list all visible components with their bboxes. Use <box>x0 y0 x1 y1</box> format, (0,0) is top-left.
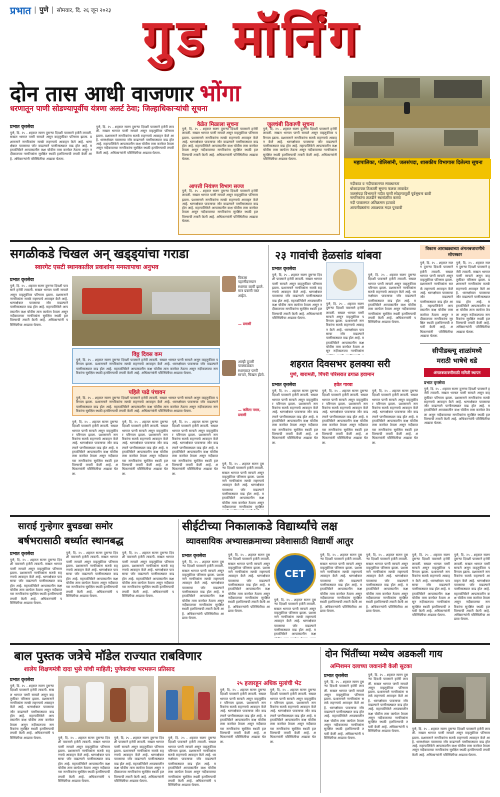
story6-headline: सीपीडब्ल्यू शाळांमध्ये <box>432 347 482 355</box>
story5-box-text-2: पुणे, दि. २५ - शहरात सलग दुसऱ्या दिवशी पावसाने हजेरी लावली. सखल भागात पाणी साचले असून वाहतुकीवर परिणाम झाला. प्रशासनाने नागरिकांना सतर्क राहण्याचे आवाहन केले आहे. धरणक्षेत्रात पावसाचा जोर वाढल्याने पाणीसाठ्यात वाढ होत आहे. महापालिकेने आपत्कालीन कक्ष चोवीस तास कार्यरत ठेवला असून नदीकाठच्या नागरिकांना सुरक्षित स्थळी हलविण्याची तयारी केली आहे. अधिकाऱ्यांनी परिस्थितीचा आढावा घेतला. <box>456 261 490 334</box>
story10-col-1: पुणे, दि. २५ - शहरात सलग दुसऱ्या दिवशी पावसाने हजेरी लावली. सखल भागात पाणी साचले असून वाहतुकीवर परिणाम झाला. प्रशासनाने नागरिकांना सतर्क राहण्याचे आवाहन केले आहे. धरणक्षेत्रात पावसाचा जोर वाढल्याने पाणीसाठ्यात वाढ होत आहे. महापालिकेने आपत्कालीन कक्ष चोवीस तास कार्यरत ठेवला असून नदीकाठच्या नागरिकांना सुरक्षित स्थळी हलविण्याची तयारी केली आहे. अधिकाऱ्यांनी परिस्थितीचा आढावा घेतला. <box>324 680 364 740</box>
story8-col-5: पुणे, दि. २५ - शहरात सलग दुसऱ्या दिवशी पावसाने हजेरी लावली. सखल भागात पाणी साचले असून वाहतुकीवर परिणाम झाला. प्रशासनाने नागरिकांना सतर्क राहण्याचे आवाहन केले आहे. धरणक्षेत्रात पावसाचा जोर वाढल्याने पाणीसाठ्यात वाढ होत आहे. महापालिकेने आपत्कालीन कक्ष चोवीस तास कार्यरत ठेवला असून नदीकाठच्या नागरिकांना सुरक्षित स्थळी हलविण्याची तयारी केली आहे. अधिकाऱ्यांनी परिस्थितीचा आढावा घेतला. <box>366 553 408 613</box>
story8-col-4: पुणे, दि. २५ - शहरात सलग दुसऱ्या दिवशी पावसाने हजेरी लावली. सखल भागात पाणी साचले असून वाहतुकीवर परिणाम झाला. प्रशासनाने नागरिकांना सतर्क राहण्याचे आवाहन केले आहे. धरणक्षेत्रात पावसाचा जोर वाढल्याने पाणीसाठ्यात वाढ होत आहे. महापालिकेने आपत्कालीन कक्ष चोवीस तास कार्यरत ठेवला असून नदीकाठच्या नागरिकांना सुरक्षित स्थळी हलविण्याची तयारी केली आहे. अधिकाऱ्यांनी परिस्थितीचा आढावा घेतला. <box>320 553 362 613</box>
story2-box2-title: पहिले पाढे पंचावन <box>128 390 166 396</box>
story10-subhead: अग्निशमन दलाच्या जवानांनी केली सुटका <box>330 664 412 670</box>
lead-subhead: धरणातून पाणी सोडण्यापूर्वीच यंत्रणा अलर्ट ठेवा; जिल्हाधिकाऱ्यांची सूचना <box>10 104 208 113</box>
story2-quote2: आम्ही दुपारी पावसाळ्यात स्थानकात पाणी साचते, चिखल होतो. <box>238 360 265 378</box>
story10-col-2: पुणे, दि. २५ - शहरात सलग दुसऱ्या दिवशी पावसाने हजेरी लावली. सखल भागात पाणी साचले असून वाहतुकीवर परिणाम झाला. प्रशासनाने नागरिकांना सतर्क राहण्याचे आवाहन केले आहे. धरणक्षेत्रात पावसाचा जोर वाढल्याने पाणीसाठ्यात वाढ होत आहे. महापालिकेने आपत्कालीन कक्ष चोवीस तास कार्यरत ठेवला असून नदीकाठच्या नागरिकांना सुरक्षित स्थळी हलविण्याची तयारी केली आहे. अधिकाऱ्यांनी परिस्थितीचा आढावा घेतला. <box>368 673 408 733</box>
lead-box-c-text: पुणे, दि. २५ - शहरात सलग दुसऱ्या दिवशी पावसाने हजेरी लावली. सखल भागात पाणी साचले असून वाहतुकीवर परिणाम झाला. प्रशासनाने नागरिकांना सतर्क राहण्याचे आवाहन केले आहे. धरणक्षेत्रात पावसाचा जोर वाढल्याने पाणीसाठ्यात वाढ होत आहे. महापालिकेने आपत्कालीन कक्ष चोवीस तास कार्यरत ठेवला असून नदीकाठच्या नागरिकांना सुरक्षित स्थळी हलविण्याची तयारी केली आहे. अधिकाऱ्यांनी परिस्थितीचा आढावा घेतला. <box>182 189 258 224</box>
story2-col-2: पुणे, दि. २५ - शहरात सलग दुसऱ्या दिवशी पावसाने हजेरी लावली. सखल भागात पाणी साचले असून वाहतुकीवर परिणाम झाला. प्रशासनाने नागरिकांना सतर्क राहण्याचे आवाहन केले आहे. धरणक्षेत्रात पावसाचा जोर वाढल्याने पाणीसाठ्यात वाढ होत आहे. महापालिकेने आपत्कालीन कक्ष चोवीस तास कार्यरत ठेवला असून नदीकाठच्या नागरिकांना सुरक्षित स्थळी हलविण्याची तयारी केली आहे. अधिकाऱ्यांनी परिस्थितीचा आढावा घेतला. <box>72 420 118 476</box>
children-photo <box>158 676 216 732</box>
divider <box>320 647 321 793</box>
story4-col-3: पुणे, दि. २५ - शहरात सलग दुसऱ्या दिवशी पावसाने हजेरी लावली. सखल भागात पाणी साचले असून वाहतुकीवर परिणाम झाला. प्रशासनाने नागरिकांना सतर्क राहण्याचे आवाहन केले आहे. धरणक्षेत्रात पावसाचा जोर वाढल्याने पाणीसाठ्यात वाढ होत आहे. महापालिकेने आपत्कालीन कक्ष चोवीस तास कार्यरत ठेवला असून नदीकाठच्या नागरिकांना सुरक्षित स्थळी हलविण्याची तयारी केली आहे. अधिकाऱ्यांनी परिस्थितीचा आढावा घेतला. <box>372 389 418 445</box>
story4-byline: प्रभात वृत्तसेवा <box>272 383 296 388</box>
masthead-brand: प्रभात | पुणे | सोमवार, दि. २६ जून २०२३ <box>10 3 111 17</box>
divider <box>10 515 490 517</box>
story10-col-3: पुणे, दि. २५ - शहरात सलग दुसऱ्या दिवशी पावसाने हजेरी लावली. सखल भागात पाणी साचले असून वाहतुकीवर परिणाम झाला. प्रशासनाने नागरिकांना सतर्क राहण्याचे आवाहन केले आहे. धरणक्षेत्रात पावसाचा जोर वाढल्याने पाणीसाठ्यात वाढ होत आहे. महापालिकेने आपत्कालीन कक्ष चोवीस तास कार्यरत ठेवला असून नदीकाठच्या नागरिकांना सुरक्षित स्थळी हलविण्याची तयारी केली आहे. अधिकाऱ्यांनी परिस्थितीचा आढावा घेतला. <box>412 727 490 757</box>
story3-col-2: पुणे, दि. २५ - शहरात सलग दुसऱ्या दिवशी पावसाने हजेरी लावली. सखल भागात पाणी साचले असून वाहतुकीवर परिणाम झाला. प्रशासनाने नागरिकांना सतर्क राहण्याचे आवाहन केले आहे. धरणक्षेत्रात पावसाचा जोर वाढल्याने पाणीसाठ्यात वाढ होत आहे. महापालिकेने आपत्कालीन कक्ष चोवीस तास कार्यरत ठेवला असून नदीकाठच्या नागरिकांना <box>326 302 364 354</box>
story4-col-1: पुणे, दि. २५ - शहरात सलग दुसऱ्या दिवशी पावसाने हजेरी लावली. सखल भागात पाणी साचले असून वाहतुकीवर परिणाम झाला. प्रशासनाने नागरिकांना सतर्क राहण्याचे आवाहन केले आहे. धरणक्षेत्रात पावसाचा जोर वाढल्याने पाणीसाठ्यात वाढ होत आहे. महापालिकेने आपत्कालीन कक्ष चोवीस तास कार्यरत ठेवला असून नदीकाठच्या नागरिकांना सुरक्षित स्थळी हलविण्याची तयारी केली आहे. अधिकाऱ्यांनी परिस्थितीचा आढावा घेतला. <box>272 389 318 445</box>
lead-headline-b: भोंगा <box>199 81 241 107</box>
sidebar-item: जलसंपदा विभागाने नदीत पाणी सोडण्यापूर्वी पूर्वसूचना द्यावी <box>350 190 432 196</box>
story2-byline: प्रभात वृत्तसेवा <box>10 278 34 283</box>
sidebar-item: नदी पात्रालगत अतिक्रमण हटवावे <box>350 200 395 206</box>
story2-quote-box <box>222 276 264 356</box>
story2-col-3: पुणे, दि. २५ - शहरात सलग दुसऱ्या दिवशी पावसाने हजेरी लावली. सखल भागात पाणी साचले असून वाहतुकीवर परिणाम झाला. प्रशासनाने नागरिकांना सतर्क राहण्याचे आवाहन केले आहे. धरणक्षेत्रात पावसाचा जोर वाढल्याने पाणीसाठ्यात वाढ होत आहे. महापालिकेने आपत्कालीन कक्ष चोवीस तास कार्यरत ठेवला असून नदीकाठच्या नागरिकांना सुरक्षित स्थळी हलविण्याची तयारी केली आहे. अधिकाऱ्यांनी परिस्थितीचा आढावा घेतला. <box>122 420 168 476</box>
flood-photo <box>344 76 490 128</box>
divider <box>178 519 179 643</box>
masthead <box>10 3 490 72</box>
story3-headline: २३ गावांची हेळसांड थांबवा <box>275 249 382 262</box>
divider <box>10 240 490 242</box>
sidebar-item: धोकादायक ठिकाणी सूचना फलक लावावेत <box>350 185 409 191</box>
story9-col-1: पुणे, दि. २५ - शहरात सलग दुसऱ्या दिवशी पावसाने हजेरी लावली. सखल भागात पाणी साचले असून वाहतुकीवर परिणाम झाला. प्रशासनाने नागरिकांना सतर्क राहण्याचे आवाहन केले आहे. धरणक्षेत्रात पावसाचा जोर वाढल्याने पाणीसाठ्यात वाढ होत आहे. महापालिकेने आपत्कालीन कक्ष चोवीस तास कार्यरत ठेवला असून नदीकाठच्या नागरिकांना सुरक्षित स्थळी हलविण्याची तयारी केली आहे. अधिकाऱ्यांनी परिस्थितीचा आढावा घेतला. <box>10 684 54 740</box>
story8-col-1: पुणे, दि. २५ - शहरात सलग दुसऱ्या दिवशी पावसाने हजेरी लावली. सखल भागात पाणी साचले असून वाहतुकीवर परिणाम झाला. प्रशासनाने नागरिकांना सतर्क राहण्याचे आवाहन केले आहे. धरणक्षेत्रात पावसाचा जोर वाढल्याने पाणीसाठ्यात वाढ होत आहे. महापालिकेने आपत्कालीन कक्ष चोवीस तास कार्यरत ठेवला असून नदीकाठच्या नागरिकांना सुरक्षित स्थळी हलविण्याची तयारी केली आहे. अधिकाऱ्यांनी परिस्थितीचा आढावा घेतला. <box>182 560 224 620</box>
story5-box-title: विकास आराखड्याच्या अंमलबजावणीचे सोपस्कार <box>420 245 490 259</box>
story4-sub-hd: हवेत गारवा <box>334 383 353 388</box>
story9-col-3: पुणे, दि. २५ - शहरात सलग दुसऱ्या दिवशी पावसाने हजेरी लावली. सखल भागात पाणी साचले असून वाहतुकीवर परिणाम झाला. प्रशासनाने नागरिकांना सतर्क राहण्याचे आवाहन केले आहे. धरणक्षेत्रात पावसाचा जोर वाढल्याने पाणीसाठ्यात वाढ होत आहे. महापालिकेने आपत्कालीन कक्ष चोवीस तास कार्यरत ठेवला असून नदीकाठच्या नागरिकांना सुरक्षित स्थळी हलविण्याची तयारी केली आहे. अधिकाऱ्यांनी परिस्थितीचा आढावा घेतला. <box>114 736 164 783</box>
story10-headline: दोन भिंतींच्या मध्येच अडकली गाय <box>325 649 443 660</box>
sidebar-item: नागरिकांना तातडीने स्थलांतरित करावे <box>350 195 401 201</box>
sidebar-list <box>350 182 488 211</box>
story6-col-1: पुणे, दि. २५ - शहरात सलग दुसऱ्या दिवशी पावसाने हजेरी लावली. सखल भागात पाणी साचले असून वाहतुकीवर परिणाम झाला. प्रशासनाने नागरिकांना सतर्क राहण्याचे आवाहन केले आहे. धरणक्षेत्रात पावसाचा जोर वाढल्याने पाणीसाठ्यात वाढ होत आहे. महापालिकेने आपत्कालीन कक्ष चोवीस तास कार्यरत ठेवला असून नदीकाठच्या नागरिकांना सुरक्षित स्थळी हलविण्याची तयारी केली आहे. अधिकाऱ्यांनी परिस्थितीचा आढावा घेतला. <box>424 387 490 426</box>
story7-col-1: पुणे, दि. २५ - शहरात सलग दुसऱ्या दिवशी पावसाने हजेरी लावली. सखल भागात पाणी साचले असून वाहतुकीवर परिणाम झाला. प्रशासनाने नागरिकांना सतर्क राहण्याचे आवाहन केले आहे. धरणक्षेत्रात पावसाचा जोर वाढल्याने पाणीसाठ्यात वाढ होत आहे. महापालिकेने आपत्कालीन कक्ष चोवीस तास कार्यरत ठेवला असून नदीकाठच्या नागरिकांना सुरक्षित स्थळी हलविण्याची तयारी केली आहे. अधिकाऱ्यांनी परिस्थितीचा आढावा घेतला. <box>10 558 62 605</box>
story8-col-7: पुणे, दि. २५ - शहरात सलग दुसऱ्या दिवशी पावसाने हजेरी लावली. सखल भागात पाणी साचले असून वाहतुकीवर परिणाम झाला. प्रशासनाने नागरिकांना सतर्क राहण्याचे आवाहन केले आहे. धरणक्षेत्रात पावसाचा जोर वाढल्याने पाणीसाठ्यात वाढ होत आहे. महापालिकेने आपत्कालीन कक्ष चोवीस तास कार्यरत ठेवला असून नदीकाठच्या नागरिकांना सुरक्षित स्थळी हलविण्याची तयारी केली आहे. अधिकाऱ्यांनी परिस्थितीचा आढावा घेतला. <box>454 553 490 622</box>
cow-rescue-photo <box>412 673 490 723</box>
story7-col-2: पुणे, दि. २५ - शहरात सलग दुसऱ्या दिवशी पावसाने हजेरी लावली. सखल भागात पाणी साचले असून वाहतुकीवर परिणाम झाला. प्रशासनाने नागरिकांना सतर्क राहण्याचे आवाहन केले आहे. धरणक्षेत्रात पावसाचा जोर वाढल्याने पाणीसाठ्यात वाढ होत आहे. महापालिकेने आपत्कालीन कक्ष चोवीस तास कार्यरत ठेवला असून नदीकाठच्या नागरिकांना सुरक्षित स्थळी हलविण्याची तयारी केली आहे. अधिकाऱ्यांनी परिस्थितीचा आढावा घेतला. <box>66 551 118 598</box>
cet-logo <box>274 553 316 595</box>
lead-col-1: पुणे, दि. २५ - शहरात सलग दुसऱ्या दिवशी पावसाने हजेरी लावली. सखल भागात पाणी साचले असून वाहतुकीवर परिणाम झाला. प्रशासनाने नागरिकांना सतर्क राहण्याचे आवाहन केले आहे. धरणक्षेत्रात पावसाचा जोर वाढल्याने पाणीसाठ्यात वाढ होत आहे. महापालिकेने आपत्कालीन कक्ष चोवीस तास कार्यरत ठेवला असून नदीकाठच्या नागरिकांना सुरक्षित स्थळी हलविण्याची तयारी केली आहे. अधिकाऱ्यांनी परिस्थितीचा आढावा घेतला. <box>10 131 92 161</box>
lead-box-a-text: पुणे, दि. २५ - शहरात सलग दुसऱ्या दिवशी पावसाने हजेरी लावली. सखल भागात पाणी साचले असून वाहतुकीवर परिणाम झाला. प्रशासनाने नागरिकांना सतर्क राहण्याचे आवाहन केले आहे. धरणक्षेत्रात पावसाचा जोर वाढल्याने पाणीसाठ्यात वाढ होत आहे. महापालिकेने आपत्कालीन कक्ष चोवीस तास कार्यरत ठेवला असून नदीकाठच्या नागरिकांना सुरक्षित स्थळी हलविण्याची तयारी केली आहे. अधिकाऱ्यांनी परिस्थितीचा आढावा घेतला. <box>182 127 258 162</box>
story9-headline: बाल पुस्तक जत्रेचे मॉडेल राज्यात राबविणार <box>14 649 202 663</box>
story2-col-4: पुणे, दि. २५ - शहरात सलग दुसऱ्या दिवशी पावसाने हजेरी लावली. सखल भागात पाणी साचले असून वाहतुकीवर परिणाम झाला. प्रशासनाने नागरिकांना सतर्क राहण्याचे आवाहन केले आहे. धरणक्षेत्रात पावसाचा जोर वाढल्याने पाणीसाठ्यात वाढ होत आहे. महापालिकेने आपत्कालीन कक्ष चोवीस तास कार्यरत ठेवला असून नदीकाठच्या नागरिकांना सुरक्षित स्थळी हलविण्याची तयारी केली आहे. अधिकाऱ्यांनी परिस्थितीचा आढावा घेतला. <box>172 420 218 476</box>
story6-byline: प्रभात वृत्तसेवा <box>424 380 445 385</box>
lead-byline: प्रभात वृत्तसेवा <box>10 125 34 130</box>
story2-box <box>72 348 220 384</box>
cet-badge: CET <box>284 568 306 580</box>
story9-col-5: पुणे, दि. २५ - शहरात सलग दुसऱ्या दिवशी पावसाने हजेरी लावली. सखल भागात पाणी साचले असून वाहतुकीवर परिणाम झाला. प्रशासनाने नागरिकांना सतर्क राहण्याचे आवाहन केले आहे. धरणक्षेत्रात पावसाचा जोर वाढल्याने पाणीसाठ्यात वाढ होत आहे. महापालिकेने आपत्कालीन कक्ष चोवीस तास कार्यरत ठेवला असून नदीकाठच्या नागरिकांना सुरक्षित स्थळी हलविण्याची तयारी केली आहे. अधिकाऱ्यांनी परिस्थितीचा आढावा घेतला. <box>220 688 266 744</box>
river-photo <box>344 128 490 158</box>
story9-col-2: पुणे, दि. २५ - शहरात सलग दुसऱ्या दिवशी पावसाने हजेरी लावली. सखल भागात पाणी साचले असून वाहतुकीवर परिणाम झाला. प्रशासनाने नागरिकांना सतर्क राहण्याचे आवाहन केले आहे. धरणक्षेत्रात पावसाचा जोर वाढल्याने पाणीसाठ्यात वाढ होत आहे. महापालिकेने आपत्कालीन कक्ष चोवीस तास कार्यरत ठेवला असून नदीकाठच्या नागरिकांना सुरक्षित स्थळी हलविण्याची तयारी केली आहे. अधिकाऱ्यांनी परिस्थितीचा आढावा घेतला. <box>58 736 110 783</box>
edition-city: पुणे <box>39 5 49 14</box>
masthead-title: गुड मॉर्निंग <box>142 8 363 67</box>
story5-box <box>420 245 490 341</box>
story8-subhead: व्यावसायिक अभ्यासक्रमाच्या प्रवेशासाठी विद्यार्थी आतुर <box>186 537 354 547</box>
lead-box-c-title: आपत्ती नियंत्रण विभाग सज्ज <box>189 184 244 190</box>
story2-col-5: पुणे, दि. २५ - शहरात सलग दुसऱ्या दिवशी पावसाने हजेरी लावली. सखल भागात पाणी साचले असून वाहतुकीवर परिणाम झाला. प्रशासनाने नागरिकांना सतर्क राहण्याचे आवाहन केले आहे. धरणक्षेत्रात पावसाचा जोर वाढल्याने पाणीसाठ्यात वाढ होत आहे. महापालिकेने आपत्कालीन कक्ष चोवीस तास कार्यरत ठेवला असून नदीकाठच्या नागरिकांना सुरक्षित <box>222 462 264 509</box>
story9-col-4: पुणे, दि. २५ - शहरात सलग दुसऱ्या दिवशी पावसाने हजेरी लावली. सखल भागात पाणी साचले असून वाहतुकीवर परिणाम झाला. प्रशासनाने नागरिकांना सतर्क राहण्याचे आवाहन केले आहे. धरणक्षेत्रात पावसाचा जोर वाढल्याने पाणीसाठ्यात वाढ होत आहे. महापालिकेने आपत्कालीन कक्ष चोवीस तास कार्यरत ठेवला असून नदीकाठच्या नागरिकांना सुरक्षित स्थळी हलविण्याची तयारी केली आहे. अधिकाऱ्यांनी परिस्थितीचा आढावा घेतला. <box>168 736 216 788</box>
story2-quote-by: — प्रवासी <box>238 322 252 326</box>
story3-col-1: पुणे, दि. २५ - शहरात सलग दुसऱ्या दिवशी पावसाने हजेरी लावली. सखल भागात पाणी साचले असून वाहतुकीवर परिणाम झाला. प्रशासनाने नागरिकांना सतर्क राहण्याचे आवाहन केले आहे. धरणक्षेत्रात पावसाचा जोर वाढल्याने पाणीसाठ्यात वाढ होत आहे. महापालिकेने आपत्कालीन कक्ष चोवीस तास कार्यरत ठेवला असून नदीकाठच्या नागरिकांना सुरक्षित स्थळी हलविण्याची तयारी केली आहे. अधिकाऱ्यांनी परिस्थितीचा आढावा घेतला. <box>272 273 322 320</box>
story8-col-2: पुणे, दि. २५ - शहरात सलग दुसऱ्या दिवशी पावसाने हजेरी लावली. सखल भागात पाणी साचले असून वाहतुकीवर परिणाम झाला. प्रशासनाने नागरिकांना सतर्क राहण्याचे आवाहन केले आहे. धरणक्षेत्रात पावसाचा जोर वाढल्याने पाणीसाठ्यात वाढ होत आहे. महापालिकेने आपत्कालीन कक्ष चोवीस तास कार्यरत ठेवला असून नदीकाठच्या नागरिकांना सुरक्षित स्थळी हलविण्याची तयारी केली आहे. अधिकाऱ्यांनी परिस्थितीचा आढावा घेतला. <box>228 553 270 613</box>
story8-byline: प्रभात वृत्तसेवा <box>182 554 206 559</box>
story4-subhead: पुणे, बारामती, पिंपरी परिसरात ढगाळ हवामान <box>290 372 375 378</box>
story6-subhead: मराठी भाषेचे धडे <box>436 357 478 365</box>
story8-col-6: पुणे, दि. २५ - शहरात सलग दुसऱ्या दिवशी पावसाने हजेरी लावली. सखल भागात पाणी साचले असून वाहतुकीवर परिणाम झाला. प्रशासनाने नागरिकांना सतर्क राहण्याचे आवाहन केले आहे. धरणक्षेत्रात पावसाचा जोर वाढल्याने पाणीसाठ्यात वाढ होत आहे. महापालिकेने आपत्कालीन कक्ष चोवीस तास कार्यरत ठेवला असून नदीकाठच्या नागरिकांना सुरक्षित स्थळी हलविण्याची तयारी केली आहे. अधिकाऱ्यांनी परिस्थितीचा आढावा घेतला. <box>412 553 450 618</box>
book-fair-photo <box>58 676 154 732</box>
story2-quote2-by: — कविता पवार, प्रवासी <box>238 408 261 417</box>
story9-subhead: शालेय शिक्षणमंत्री दादा भुसे यांची माहिती; पुणेकरांचा भरभरून प्रतिसाद <box>24 667 175 673</box>
story2-box-title: विठ्ठ दिवस कम <box>131 352 163 358</box>
lead-box-b-title: जुलचंबी ठिकाणी सूचना <box>267 122 315 128</box>
edition-date: सोमवार, दि. २६ जून २०२३ <box>56 8 112 14</box>
story2-col-1: पुणे, दि. २५ - शहरात सलग दुसऱ्या दिवशी पावसाने हजेरी लावली. सखल भागात पाणी साचले असून वाहतुकीवर परिणाम झाला. प्रशासनाने नागरिकांना सतर्क राहण्याचे आवाहन केले आहे. धरणक्षेत्रात पावसाचा जोर वाढल्याने पाणीसाठ्यात वाढ होत आहे. महापालिकेने आपत्कालीन कक्ष चोवीस तास कार्यरत ठेवला असून नदीकाठच्या नागरिकांना सुरक्षित स्थळी हलविण्याची तयारी केली आहे. अधिकाऱ्यांनी परिस्थितीचा आढावा घेतला. <box>10 284 68 327</box>
sidebar-title: महापालिका, पोलिसांनी, जलसंपदा, शासकीय विभागास दिलेल्या सूचना <box>345 159 491 179</box>
story7-byline: प्रभात वृत्तसेवा <box>10 552 34 557</box>
story2-headline: सगळीकडे चिखल अन् खड्ड्यांचा गराडा <box>10 246 189 261</box>
story2-box-text: पुणे, दि. २५ - शहरात सलग दुसऱ्या दिवशी पावसाने हजेरी लावली. सखल भागात पाणी साचले असून वाहतुकीवर परिणाम झाला. प्रशासनाने नागरिकांना सतर्क राहण्याचे आवाहन केले आहे. धरणक्षेत्रात पावसाचा जोर वाढल्याने पाणीसाठ्यात वाढ होत आहे. महापालिकेने आपत्कालीन कक्ष चोवीस तास कार्यरत ठेवला असून नदीकाठच्या नागरिकांना सुरक्षित स्थळी हलविण्याची तयारी केली आहे. अधिकाऱ्यांनी परिस्थितीचा आढावा घेतला. <box>76 358 218 375</box>
story2-subhead: स्वारगेट एसटी स्थानकातील प्रवाशांना मनस्तापाचा अनुभव <box>35 264 159 271</box>
brand-name: प्रभात <box>10 6 32 17</box>
lead-box <box>178 117 340 235</box>
sidebar-item: नदीकाठ व नदीपात्रालगत सावधानता <box>350 181 400 186</box>
lead-box-a-title: वेळेत मिळाला सूचना <box>197 122 239 128</box>
story9-inner-hd: २५ हजारहून अधिक मुलांची भेट <box>236 681 302 687</box>
lead-headline <box>10 76 340 107</box>
quote-photo <box>222 276 236 292</box>
story3-byline: प्रभात वृत्तसेवा <box>272 267 296 272</box>
map-graphic <box>326 262 364 300</box>
story8-col-3: पुणे, दि. २५ - शहरात सलग दुसऱ्या दिवशी पावसाने हजेरी लावली. सखल भागात पाणी साचले असून वाहतुकीवर परिणाम झाला. प्रशासनाने नागरिकांना सतर्क राहण्याचे आवाहन केले आहे. धरणक्षेत्रात पावसाचा जोर वाढल्याने पाणीसाठ्यात वाढ होत आहे. महापालिकेने आपत्कालीन कक्ष <box>274 598 316 637</box>
divider <box>10 643 490 645</box>
lead-sidebar <box>344 158 490 238</box>
story3-col-3: पुणे, दि. २५ - शहरात सलग दुसऱ्या दिवशी पावसाने हजेरी लावली. सखल भागात पाणी साचले असून वाहतुकीवर परिणाम झाला. प्रशासनाने नागरिकांना सतर्क राहण्याचे आवाहन केले आहे. धरणक्षेत्रात पावसाचा जोर वाढल्याने पाणीसाठ्यात वाढ होत आहे. महापालिकेने आपत्कालीन कक्ष चोवीस तास कार्यरत ठेवला असून नदीकाठच्या नागरिकांना सुरक्षित स्थळी हलविण्याची तयारी केली आहे. अधिकाऱ्यांनी परिस्थितीचा आढावा घेतला. <box>368 273 416 325</box>
story7-col-3: पुणे, दि. २५ - शहरात सलग दुसऱ्या दिवशी पावसाने हजेरी लावली. सखल भागात पाणी साचले असून वाहतुकीवर परिणाम झाला. प्रशासनाने नागरिकांना सतर्क राहण्याचे आवाहन केले आहे. धरणक्षेत्रात पावसाचा जोर वाढल्याने पाणीसाठ्यात वाढ होत आहे. महापालिकेने आपत्कालीन कक्ष चोवीस तास कार्यरत ठेवला असून नदीकाठच्या नागरिकांना सुरक्षित स्थळी हलविण्याची तयारी केली आहे. अधिकाऱ्यांनी परिस्थितीचा आढावा घेतला. <box>122 551 174 598</box>
story2-box2 <box>72 386 220 416</box>
story8-headline: सीईटीच्या निकालाकडे विद्यार्थ्यांचे लक्ष <box>182 519 338 533</box>
bus-stand-photo <box>72 276 220 346</box>
story6-tag: अंमलबजावणीसाठी समिती स्थापन <box>424 368 490 377</box>
story10-byline: प्रभात वृत्तसेवा <box>324 674 348 679</box>
divider <box>420 343 490 344</box>
story5-box-text: पुणे, दि. २५ - शहरात सलग दुसऱ्या दिवशी पावसाने हजेरी लावली. सखल भागात पाणी साचले असून वाहतुकीवर परिणाम झाला. प्रशासनाने नागरिकांना सतर्क राहण्याचे आवाहन केले आहे. धरणक्षेत्रात पावसाचा जोर वाढल्याने पाणीसाठ्यात वाढ होत आहे. महापालिकेने आपत्कालीन कक्ष चोवीस तास कार्यरत ठेवला असून नदीकाठच्या नागरिकांना सुरक्षित स्थळी हलविण्याची तयारी केली आहे. अधिकाऱ्यांनी परिस्थितीचा आढावा घेतला. <box>420 261 453 339</box>
story9-byline: प्रभात वृत्तसेवा <box>10 678 34 683</box>
story2-quote2-box <box>222 360 264 460</box>
quote2-photo <box>222 360 236 376</box>
story9-col-6: पुणे, दि. २५ - शहरात सलग दुसऱ्या दिवशी पावसाने हजेरी लावली. सखल भागात पाणी साचले असून वाहतुकीवर परिणाम झाला. प्रशासनाने नागरिकांना सतर्क राहण्याचे आवाहन केले आहे. धरणक्षेत्रात पावसाचा जोर वाढल्याने पाणीसाठ्यात वाढ होत आहे. महापालिकेने आपत्कालीन कक्ष चोवीस तास कार्यरत ठेवला असून नदीकाठच्या नागरिकांना सुरक्षित स्थळी हलविण्याची तयारी केली आहे. अधिकाऱ्यांनी परिस्थितीचा आढावा घेतला. <box>270 688 316 744</box>
story2-quote: विकास पहाणीदरम्यान स्थानक कामी झाले. मात्र प्रवासी त्रस्त आहेत. <box>238 276 264 298</box>
story7-subhead: बर्षभरासाठी बर्ध्यात स्थानबद्ध <box>18 536 124 547</box>
story4-col-2: पुणे, दि. २५ - शहरात सलग दुसऱ्या दिवशी पावसाने हजेरी लावली. सखल भागात पाणी साचले असून वाहतुकीवर परिणाम झाला. प्रशासनाने नागरिकांना सतर्क राहण्याचे आवाहन केले आहे. धरणक्षेत्रात पावसाचा जोर वाढल्याने पाणीसाठ्यात वाढ होत आहे. महापालिकेने आपत्कालीन कक्ष चोवीस तास कार्यरत ठेवला असून नदीकाठच्या नागरिकांना सुरक्षित स्थळी हलविण्याची तयारी केली आहे. अधिकाऱ्यांनी परिस्थितीचा आढावा घेतला. <box>322 389 368 445</box>
lead-headline-a: दोन तास आधी वाजणार <box>10 82 194 106</box>
story2-box2-text: पुणे, दि. २५ - शहरात सलग दुसऱ्या दिवशी पावसाने हजेरी लावली. सखल भागात पाणी साचले असून वाहतुकीवर परिणाम झाला. प्रशासनाने नागरिकांना सतर्क राहण्याचे आवाहन केले आहे. धरणक्षेत्रात पावसाचा जोर वाढल्याने पाणीसाठ्यात वाढ होत आहे. महापालिकेने आपत्कालीन कक्ष चोवीस तास कार्यरत ठेवला असून नदीकाठच्या नागरिकांना सुरक्षित स्थळी हलविण्याची तयारी केली आहे. अधिकाऱ्यांनी परिस्थितीचा आढावा घेतला. <box>76 396 218 413</box>
sidebar-item: आपत्तीग्रस्तांना आवश्यक मदत पुरवावी <box>350 204 403 210</box>
story4-headline: शहरात दिवसभर हलक्या सरी <box>290 359 391 370</box>
lead-col-2: पुणे, दि. २५ - शहरात सलग दुसऱ्या दिवशी पावसाने हजेरी लावली. सखल भागात पाणी साचले असून वाहतुकीवर परिणाम झाला. प्रशासनाने नागरिकांना सतर्क राहण्याचे आवाहन केले आहे. धरणक्षेत्रात पावसाचा जोर वाढल्याने पाणीसाठ्यात वाढ होत आहे. महापालिकेने आपत्कालीन कक्ष चोवीस तास कार्यरत ठेवला असून नदीकाठच्या नागरिकांना सुरक्षित स्थळी हलविण्याची तयारी केली आहे. अधिकाऱ्यांनी परिस्थितीचा आढावा घेतला. <box>96 125 174 155</box>
lead-box-b-text: पुणे, दि. २५ - शहरात सलग दुसऱ्या दिवशी पावसाने हजेरी लावली. सखल भागात पाणी साचले असून वाहतुकीवर परिणाम झाला. प्रशासनाने नागरिकांना सतर्क राहण्याचे आवाहन केले आहे. धरणक्षेत्रात पावसाचा जोर वाढल्याने पाणीसाठ्यात वाढ होत आहे. महापालिकेने आपत्कालीन कक्ष चोवीस तास कार्यरत ठेवला असून नदीकाठच्या नागरिकांना सुरक्षित स्थळी हलविण्याची तयारी केली आहे. अधिकाऱ्यांनी परिस्थितीचा आढावा घेतला. <box>263 127 337 162</box>
divider <box>268 245 269 515</box>
story7-headline: साराई गुन्हेगार बुचडखा समोर <box>18 522 113 532</box>
